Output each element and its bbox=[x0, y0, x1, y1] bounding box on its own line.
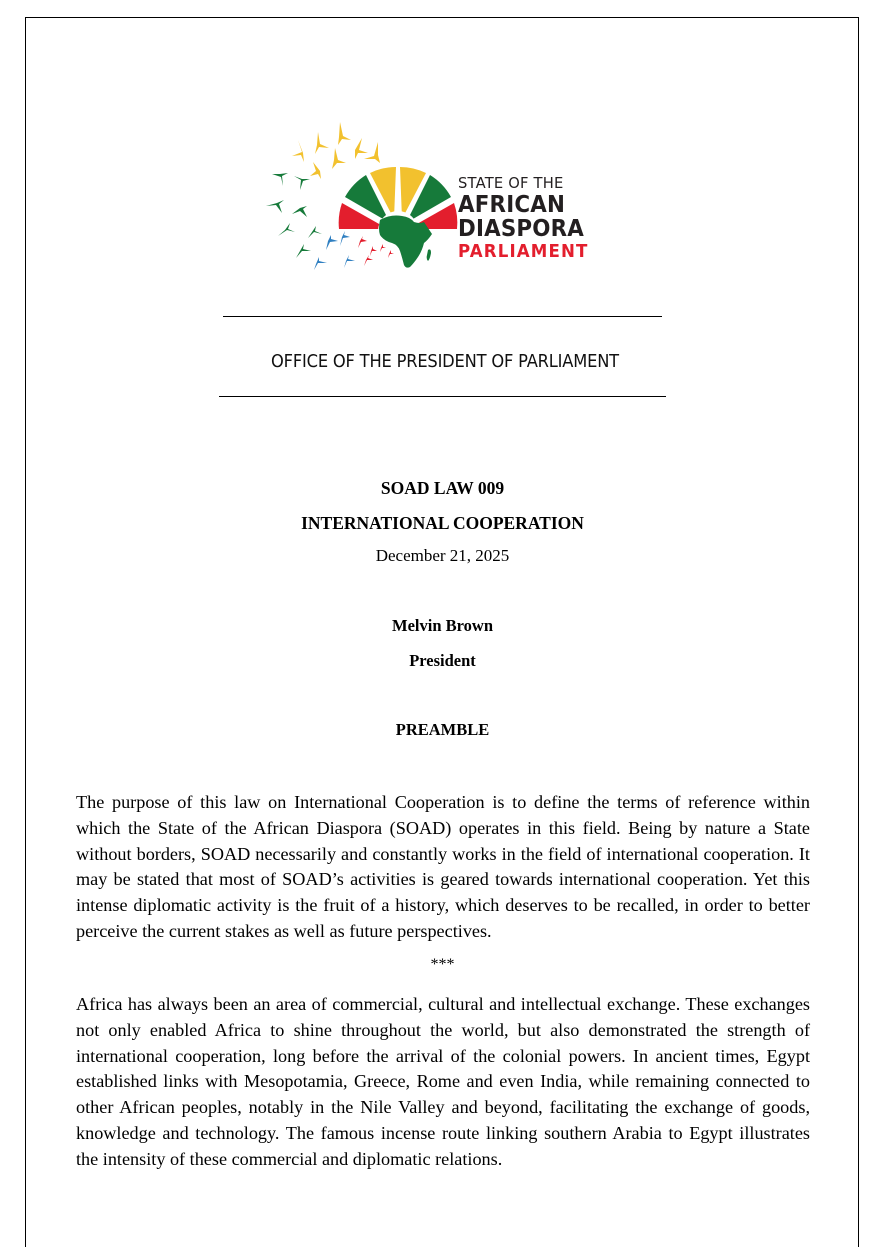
bird-icon bbox=[332, 148, 346, 169]
bird-icon bbox=[278, 223, 295, 236]
logo-wordmark bbox=[458, 176, 638, 264]
section-separator: *** bbox=[430, 956, 455, 973]
bird-icon bbox=[266, 200, 284, 213]
office-heading: OFFICE OF THE PRESIDENT OF PARLIAMENT bbox=[271, 352, 619, 372]
madagascar-icon bbox=[427, 249, 431, 261]
bird-icon bbox=[338, 122, 351, 145]
preamble-paragraph-1: The purpose of this law on International Cooperation is to define the terms of reference within which the State of the African Diaspora (SOAD) operates in this field. Being by nature a State without borders, SOAD necessarily and constantly works in the field of international cooperation. It may be stated that most of SOAD’s activities is geared towards international cooperation. Yet this intense diplomatic activity is the fruit of a history, which deserves to be recalled, in order to better perceive the current stakes as well as future perspectives. bbox=[76, 792, 810, 941]
logo-text-african: AFRICAN bbox=[458, 192, 566, 218]
signatory-title: President bbox=[409, 651, 476, 670]
bird-icon bbox=[370, 246, 377, 256]
bird-icon bbox=[355, 138, 368, 159]
logo-text-diaspora: DIASPORA bbox=[458, 216, 585, 242]
logo-text-parliament: PARLIAMENT bbox=[458, 242, 589, 262]
law-number: SOAD LAW 009 bbox=[380, 478, 505, 498]
bird-icon bbox=[388, 250, 394, 258]
bird-icon bbox=[315, 132, 329, 154]
law-title: INTERNATIONAL COOPERATION bbox=[301, 513, 584, 533]
bird-icon bbox=[314, 257, 327, 270]
law-date: December 21, 2025 bbox=[375, 546, 510, 565]
bird-icon bbox=[308, 226, 322, 238]
bird-icon bbox=[292, 206, 307, 217]
bird-icon bbox=[344, 255, 355, 268]
bird-icon bbox=[358, 236, 367, 248]
signatory-name: Melvin Brown bbox=[392, 616, 493, 635]
header-divider-top bbox=[223, 316, 662, 317]
bird-icon bbox=[272, 173, 288, 186]
header-divider-bottom bbox=[219, 396, 666, 397]
logo-text-state-of-the: STATE OF THE bbox=[458, 174, 564, 192]
bird-icon bbox=[326, 235, 338, 250]
bird-icon bbox=[340, 231, 350, 246]
bird-icon bbox=[294, 176, 310, 190]
bird-icon bbox=[292, 140, 304, 162]
bird-icon bbox=[364, 255, 373, 266]
bird-icon bbox=[310, 162, 321, 179]
preamble-heading: PREAMBLE bbox=[395, 720, 490, 739]
bird-icon bbox=[296, 244, 311, 258]
preamble-paragraph-2: Africa has always been an area of commercial, cultural and intellectual exchange. These exchanges not only enabled Africa to shine throughout the world, but also demonstrated the strength of international cooperation, long before the arrival of the colonial powers. In ancient times, Egypt established links with Mesopotamia, Greece, Rome and even India, while remaining connected to other African peoples, notably in the Nile Valley and beyond, facilitating the exchange of goods, knowledge and technology. The famous incense route linking southern Arabia to Egypt illustrates the intensity of these commercial and diplomatic relations. bbox=[76, 994, 810, 1169]
